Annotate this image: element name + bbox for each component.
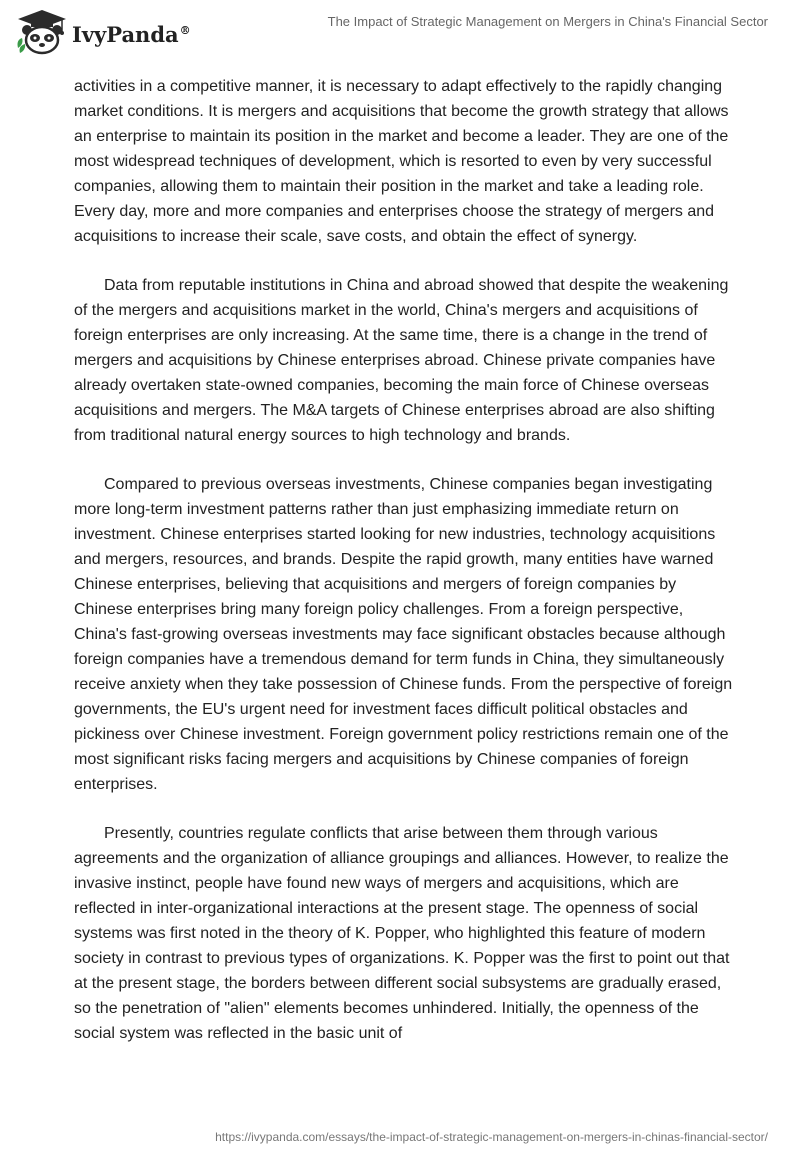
source-url[interactable]: https://ivypanda.com/essays/the-impact-of-strategic-management-on-mergers-in-chinas-financial-sector/ (215, 1130, 768, 1144)
ivypanda-logo[interactable] (14, 8, 191, 56)
paragraph: Presently, countries regulate conflicts that arise between them through various agreements and the organization of alliance groupings and alliances. However, to realize the invasive instinct, people have found new ways of mergers and acquisitions, which are reflected in inter-organizational interactions at the present stage. The openness of social systems was first noted in the theory of K. Popper, who highlighted this feature of modern society in contrast to previous types of organizations. K. Popper was the first to point out that at the present stage, the borders between different social subsystems are gradually erased, so the penetration of "alien" elements becomes unhindered. Initially, the openness of the social system was reflected in the basic unit of (74, 825, 730, 1042)
paragraph: Compared to previous overseas investments, Chinese companies began investigating more long-term investment patterns rather than just emphasizing immediate return on investment. Chinese enterprises started looking for new industries, technology acquisitions and mergers, resources, and brands. Despite the rapid growth, many entities have warned Chinese enterprises, believing that acquisitions and mergers of foreign companies by Chinese enterprises bring many foreign policy challenges. From a foreign perspective, China's fast-growing overseas investments may face significant obstacles because although foreign companies have a tremendous demand for term funds in China, they simultaneously receive anxiety when they take possession of Chinese funds. From the perspective of foreign governments, the EU's urgent need for investment faces difficult political obstacles and pickiness over Chinese investment. Foreign government policy restrictions remain one of the most significant risks facing mergers and acquisitions by Chinese companies of foreign enterprises. (74, 476, 733, 793)
paragraph: Data from reputable institutions in China and abroad showed that despite the weakening of the mergers and acquisitions market in the world, China's mergers and acquisitions of foreign enterprises are only increasing. At the same time, there is a change in the trend of mergers and acquisitions by Chinese enterprises abroad. Chinese private companies have already overtaken state-owned companies, becoming the main force of Chinese overseas acquisitions and mergers. The M&A targets of Chinese enterprises abroad are also shifting from traditional natural energy sources to high technology and brands. (74, 277, 729, 444)
paragraph: activities in a competitive manner, it is necessary to adapt effectively to the rapidly changing market conditions. It is mergers and acquisitions that become the growth strategy that allows an enterprise to maintain its position in the market and become a leader. They are one of the most widespread techniques of development, which is resorted to even by very successful companies, allowing them to maintain their position in the market and take a leading role. Every day, more and more companies and enterprises choose the strategy of mergers and acquisitions to increase their scale, save costs, and obtain the effect of synergy. (74, 78, 729, 245)
document-title: The Impact of Strategic Management on Mergers in China's Financial Sector (327, 14, 768, 29)
page-header (0, 0, 800, 60)
essay-body (74, 74, 734, 1070)
panda-graduate-icon (14, 8, 70, 56)
logo-wordmark: IvyPanda® (72, 21, 191, 47)
registered-mark: ® (179, 23, 191, 37)
